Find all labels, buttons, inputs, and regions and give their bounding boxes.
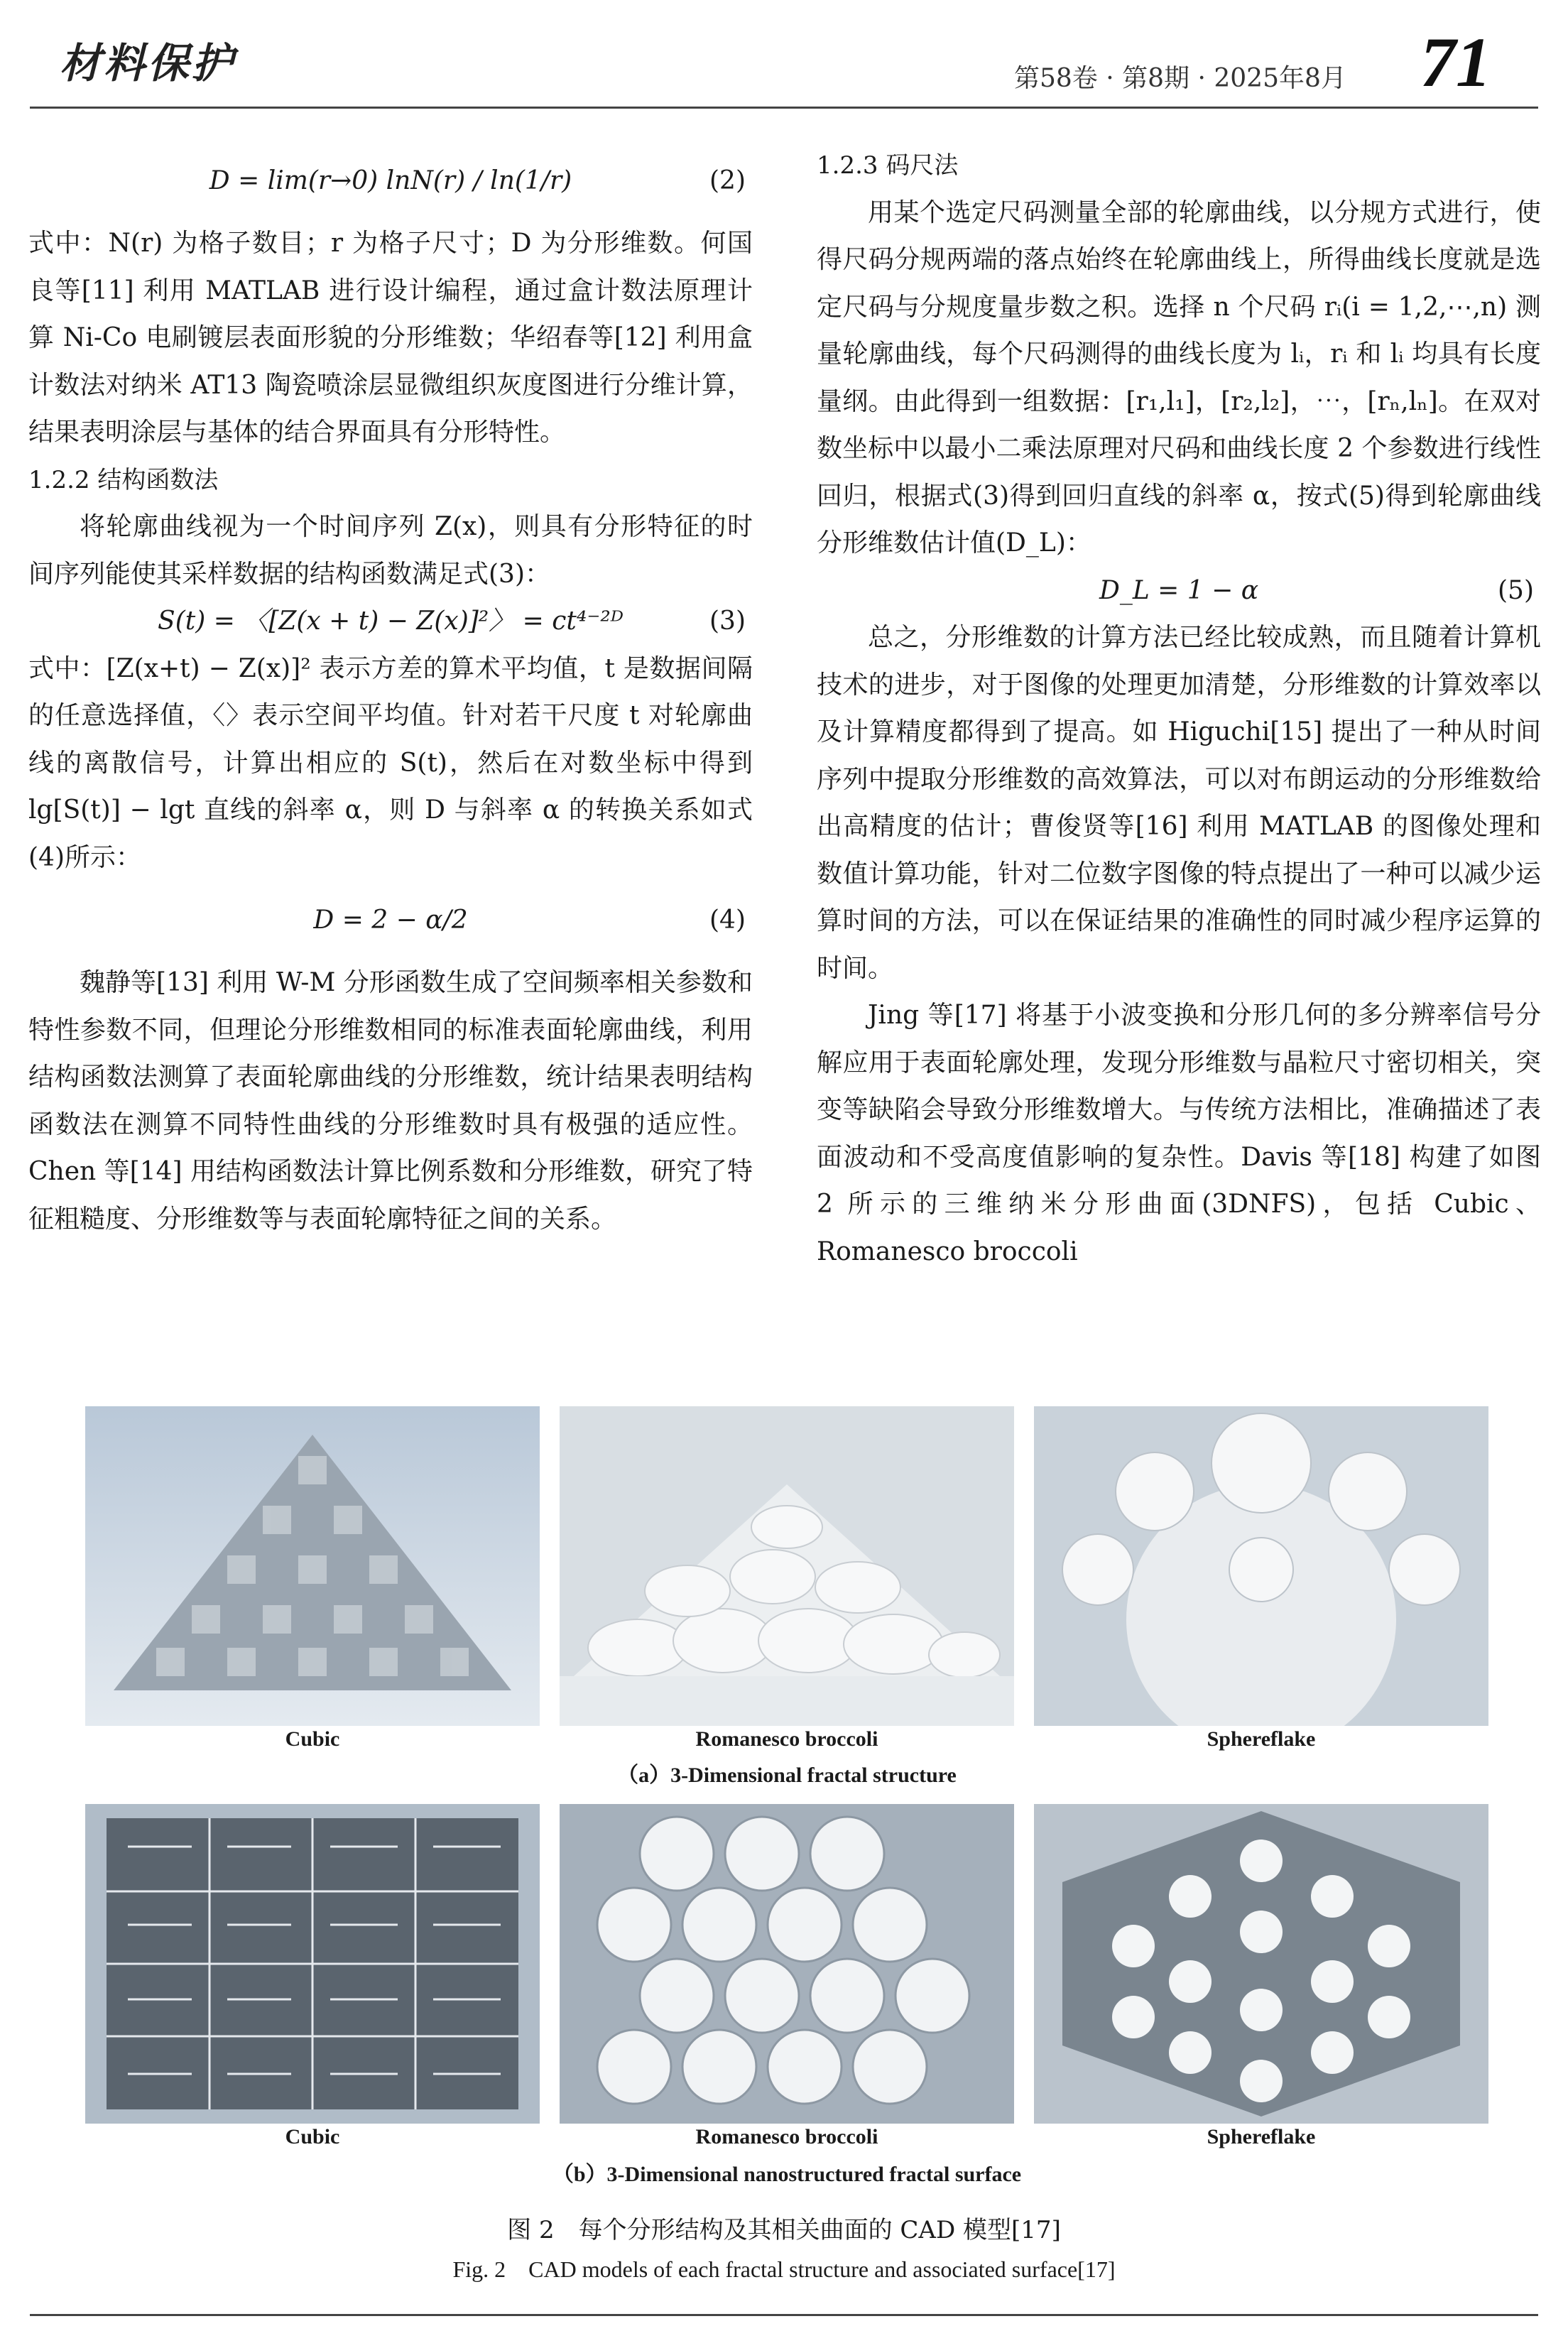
journal-logo: 材料保护	[60, 39, 236, 87]
equation-5	[817, 567, 1541, 615]
equation-4-number: (4)	[709, 906, 746, 935]
cubic-fractal-surface-image	[85, 1804, 540, 2124]
figure-row-a	[85, 1406, 1488, 1751]
equation-4	[28, 881, 753, 960]
paragraph: Jing 等[17] 将基于小波变换和分形几何的多分辨率信号分解应用于表面轮廓处理，发现分形维数与晶粒尺寸密切相关，突变等缺陷会导致分形维数增大。与传统方法相比，准确描述了表面波动和不受高度值影响的复杂性。Davis 等[18] 构建了如图 2 所示的三维纳米分形曲面(3DNFS)，包括 Cubic、Romanesco broccoli	[817, 1001, 1541, 1266]
cubic-fractal-structure-image	[85, 1406, 540, 1726]
romanesco-broccoli-surface-image	[560, 1804, 1014, 2124]
header-rule	[30, 107, 1538, 109]
label-cubic: Cubic	[285, 2125, 340, 2148]
figure-caption-cn: 图 2 每个分形结构及其相关曲面的 CAD 模型[17]	[507, 2216, 1061, 2244]
label-cubic: Cubic	[285, 1727, 340, 1751]
paragraph: 式中：N(r) 为格子数目；r 为格子尺寸；D 为分形维数。何国良等[11] 利用 MATLAB 进行设计编程，通过盒计数法原理计算 Ni-Co 电刷镀层表面形貌的分形维数；华绍春等[12] 利用盒计数法对纳米 AT13 陶瓷喷涂层显微组织灰度图进行分维计算，结果表明涂层与基体的结合界面具有分形特性。	[28, 229, 753, 447]
equation-2-number: (2)	[709, 166, 746, 195]
label-sphereflake: Sphereflake	[1207, 1727, 1316, 1751]
equation-5-expr: D_L = 1 − α	[1099, 575, 1259, 605]
issue-info: 第58卷 · 第8期 · 2025年8月	[1014, 64, 1346, 93]
page-number: 71	[1420, 23, 1491, 102]
label-romanesco: Romanesco broccoli	[695, 2125, 878, 2148]
paragraph: 将轮廓曲线视为一个时间序列 Z(x)，则具有分形特征的时间序列能使其采样数据的结构函数满足式(3)：	[28, 512, 753, 589]
figure-caption-en: Fig. 2 CAD models of each fractal structure and associated surface[17]	[452, 2256, 1116, 2282]
equation-2-expr: D = lim(r→0) lnN(r) / ln(1/r)	[209, 166, 572, 195]
sphereflake-surface-image	[1034, 1804, 1488, 2124]
section-heading-1-2-3: 1.2.3 码尺法	[817, 151, 959, 180]
equation-3-expr: S(t) = 〈[Z(x + t) − Z(x)]²〉 = ct⁴⁻²ᴰ	[158, 607, 624, 636]
paragraph: 魏静等[13] 利用 W-M 分形函数生成了空间频率相关参数和特性参数不同，但理论分形维数相同的标准表面轮廓曲线，利用结构函数法测算了表面轮廓曲线的分形维数，统计结果表明结构函数法在测算不同特性曲线的分形维数时具有极强的适应性。Chen 等[14] 用结构函数法计算比例系数和分形维数，研究了特征粗糙度、分形维数等与表面轮廓特征之间的关系。	[28, 968, 753, 1234]
subcaption-b: （b）3-Dimensional nanostructured fractal surface	[552, 2163, 1022, 2186]
section-heading-1-2-2: 1.2.2 结构函数法	[28, 465, 219, 494]
label-sphereflake: Sphereflake	[1207, 2125, 1316, 2148]
figure-2	[85, 1406, 1488, 2188]
paragraph: 总之，分形维数的计算方法已经比较成熟，而且随着计算机技术的进步，对于图像的处理更加清楚，分形维数的计算效率以及计算精度都得到了提高。如 Higuchi[15] 提出了一种从时间序列中提取分形维数的高效算法，可以对布朗运动的分形维数给出高精度的估计；曹俊贤等[16] 利用 MATLAB 的图像处理和数值计算功能，针对二位数字图像的特点提出了一种可以减少运算时间的方法，可以在保证结果的准确性的同时减少程序运算的时间。	[817, 623, 1541, 983]
right-column	[817, 142, 1541, 1276]
equation-3	[28, 598, 753, 646]
paragraph: 式中：[Z(x+t) − Z(x)]² 表示方差的算术平均值，t 是数据间隔的任意选择值，〈〉表示空间平均值。针对若干尺度 t 对轮廓曲线的离散信号，计算出相应的 S(t)，然后在对数坐标中得到 lg[S(t)] − lgt 直线的斜率 α，则 D 与斜率 α 的转换关系如式(4)所示：	[28, 653, 753, 872]
equation-3-number: (3)	[709, 607, 746, 636]
left-column	[28, 142, 753, 1243]
sphereflake-structure-image	[1034, 1406, 1488, 1726]
paragraph: 用某个选定尺码测量全部的轮廓曲线，以分规方式进行，使得尺码分规两端的落点始终在轮廓曲线上，所得曲线长度就是选定尺码与分规度量步数之积。选择 n 个尺码 rᵢ(i = 1,2,⋯,n) 测量轮廓曲线，每个尺码测得的曲线长度为 lᵢ，rᵢ 和 lᵢ 均具有长度量纲。由此得到一组数据：[r₁,l₁]，[r₂,l₂]，⋯，[rₙ,lₙ]。在双对数坐标中以最小二乘法原理对尺码和曲线长度 2 个参数进行线性回归，根据式(3)得到回归直线的斜率 α，按式(5)得到轮廓曲线分形维数估计值(D_L)：	[817, 197, 1541, 558]
footer-rule	[30, 2314, 1538, 2316]
equation-2	[28, 142, 753, 220]
equation-5-number: (5)	[1498, 575, 1534, 605]
romanesco-broccoli-structure-image	[560, 1406, 1014, 1726]
figure-row-b	[85, 1804, 1488, 2148]
equation-4-expr: D = 2 − α/2	[313, 906, 468, 935]
label-romanesco: Romanesco broccoli	[695, 1727, 878, 1751]
subcaption-a: （a）3-Dimensional fractal structure	[617, 1764, 957, 1787]
